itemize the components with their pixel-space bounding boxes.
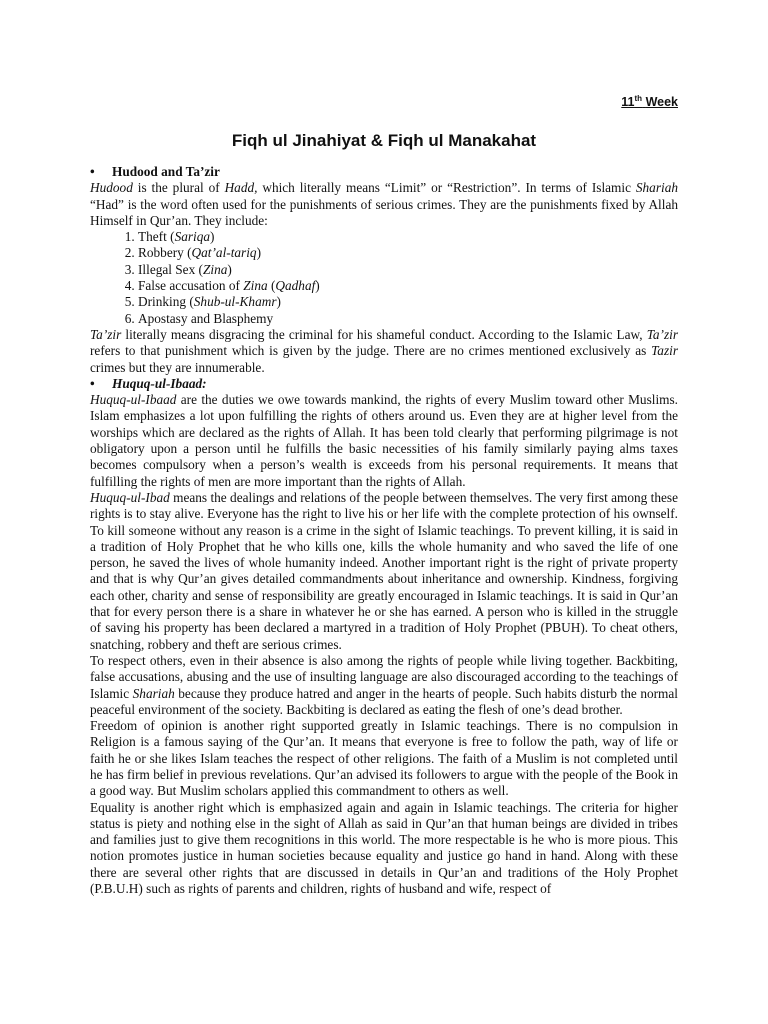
text-run: ): [315, 278, 320, 294]
text-run: Drinking (: [138, 294, 194, 310]
text-run: which literally means “Limit” or “Restriction”. In terms of Islamic: [257, 180, 636, 196]
italic-term: Zina: [243, 278, 268, 294]
italic-term: Huquq-ul-Ibad: [90, 489, 170, 505]
italic-term: Zina: [203, 261, 228, 277]
italic-term: Qadhaf: [275, 278, 316, 294]
list-item: [138, 229, 678, 245]
text-run: ): [227, 261, 232, 277]
hudood-crimes-list: [90, 229, 678, 327]
bullet-icon: •: [90, 164, 95, 179]
text-run: Freedom of opinion is another right supported greatly in Islamic teachings. There is no compulsion in Religion is a famous saying of the Qur’an. It means that everyone is free to follow the path, way of life or faith he or she likes Islam teaches the respect of other religions. The faith of a Muslim is not completed until he has firm belief in previous revelations. Qur’an advised its followers to argue with the people of the Book in a good way. But Muslim scholars applied this commandment to others as well.: [90, 718, 678, 799]
body-paragraph: [90, 800, 678, 898]
text-run: Apostasy and Blasphemy: [138, 310, 274, 326]
tazir-paragraph: [90, 327, 678, 376]
italic-term: Sariqa: [174, 229, 211, 245]
hudood-intro-paragraph: [90, 180, 678, 229]
text-run: refers to that punishment which is given by the judge. There are no crimes mentioned exclusively as: [90, 343, 652, 359]
italic-term: Huquq-ul-Ibaad: [90, 392, 177, 408]
body-paragraph: [90, 490, 678, 653]
body-paragraph: [90, 653, 678, 718]
text-run: Theft (: [138, 229, 175, 245]
italic-term: Shub-ul-Khamr: [193, 294, 277, 310]
list-item: [138, 311, 678, 327]
italic-term: Hudood: [90, 180, 133, 196]
list-item: [138, 294, 678, 310]
body-paragraph: [90, 718, 678, 799]
text-run: ): [210, 229, 215, 245]
text-run: Equality is another right which is emphasized again and again in Islamic teachings. The criteria for higher status is piety and nothing else in the sight of Allah as said in Qur’an that human beings are divided in tribes and families just to give them recognitions in this world. The more respectable is he who is more pious. This notion promotes justice in human societies because equality and justice go hand in hand. Along with these there are several other rights that are discussed in details in Qur’an and traditions of the Holy Prophet (P.B.U.H) such as rights of parents and children, rights of husband and wife, respect of: [90, 799, 678, 897]
italic-term: Shariah: [132, 685, 175, 701]
italic-term: Tazir: [651, 343, 678, 359]
italic-term: Ta’zir: [90, 326, 122, 342]
section-heading-huquq: • Huquq-ul-Ibaad:: [90, 375, 207, 391]
italic-term: Ta’zir: [646, 326, 678, 342]
text-run: (: [267, 278, 276, 294]
document-body: [90, 164, 678, 897]
text-run: ): [276, 294, 281, 310]
text-run: False accusation of: [138, 278, 244, 294]
text-run: means the dealings and relations of the people between themselves. The very first among these rights is to stay alive. Everyone has the right to live his or her life with the complete protection of his ownself. To kill someone without any reason is a crime in the sight of Islamic teachings. To prevent killing, it is said in a tradition of Holy Prophet that he who kills one, kills the whole humanity and who saved the life of one person, he saved the lives of whole humanity indeed. Another important right is the right of private property and that is why Qur’an gives detailed commandments about inheritance and ownership. Kindness, forgiving each other, charity and sense of responsibility are greatly encouraged in Islamic teachings. It is said in Qur’an that for every person there is a share in whatever he or she has earned. A person who is killed in the struggle of saving his property has been declared a martyred in a tradition of Holy Prophet (PBUH). To cheat others, snatching, robbery and theft are serious crimes.: [90, 489, 678, 652]
text-run: To respect others, even in their absence is also among the rights of people while living together. Backbiting, false accusations, abusing and the use of insulting language are also discouraged according to the teachings of Islamic: [90, 652, 678, 701]
italic-term: Hadd,: [224, 180, 258, 196]
list-item: [138, 245, 678, 261]
list-item: [138, 262, 678, 278]
italic-term: Qat’al-tariq: [191, 245, 257, 261]
text-run: is the plural of: [132, 180, 225, 196]
text-run: ): [256, 245, 261, 261]
text-run: are the duties we owe towards mankind, the rights of every Muslim toward other Muslims. Islam emphasizes a lot upon fulfilling the rights of others around us. Even they are at higher level from the worships which are declared as the rights of Allah. It has been told clearly that performing pilgrimage is not obligatory upon a person until he fulfills the basic necessities of his family similarly paying alms taxes becomes compulsory when a person’s wealth is exceeds from his personal requirements. It means that fulfilling the rights of men are more important than the rights of Allah.: [90, 392, 678, 489]
huquq-paragraphs: [90, 392, 678, 897]
week-label: 11th Week: [621, 94, 678, 110]
bullet-icon: •: [90, 375, 95, 391]
italic-term: Shariah: [635, 180, 678, 196]
page-title: Fiqh ul Jinahiyat & Fiqh ul Manakahat: [231, 131, 537, 150]
text-run: Robbery (: [138, 245, 192, 261]
list-item: [138, 278, 678, 294]
section-heading-hudood: • Hudood and Ta’zir: [90, 164, 220, 179]
text-run: because they produce hatred and anger in the hearts of people. Such habits disturb the normal peaceful environment of the society. Backbiting is declared as eating the flesh of one’s dead brother.: [90, 685, 678, 717]
text-run: literally means disgracing the criminal for his shameful conduct. According to the Islamic Law,: [121, 326, 647, 342]
text-run: “Had” is the word often used for the punishments of serious crimes. They are the punishments fixed by Allah Himself in Qur’an. They include:: [90, 196, 678, 228]
body-paragraph: [90, 392, 678, 490]
text-run: Illegal Sex (: [138, 261, 203, 277]
text-run: crimes but they are innumerable.: [90, 359, 265, 375]
